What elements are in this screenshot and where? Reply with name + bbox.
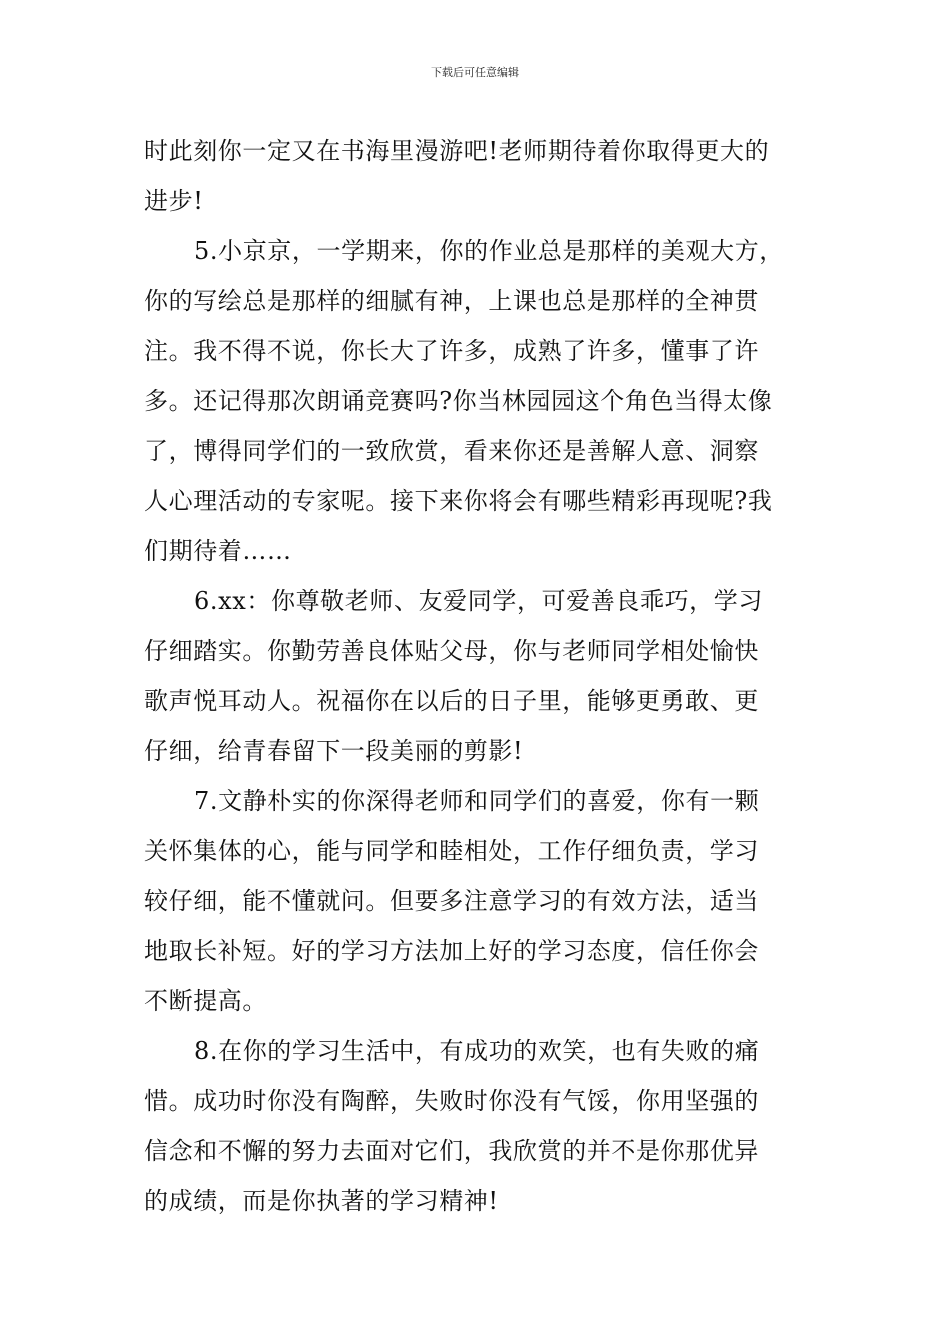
- paragraph-item-8: [144, 1026, 820, 1226]
- text-line: 了，博得同学们的一致欣赏，看来你还是善解人意、洞察: [144, 437, 759, 465]
- text-line: 人心理活动的专家呢。接下来你将会有哪些精彩再现呢?我: [144, 487, 773, 515]
- text-line: 们期待着……: [144, 537, 292, 565]
- text-line: 7.文静朴实的你深得老师和同学们的喜爱，你有一颗: [194, 787, 760, 815]
- text-line: 不断提高。: [144, 987, 267, 1015]
- text-line: 多。还记得那次朗诵竞赛吗?你当林园园这个角色当得太像: [144, 387, 773, 415]
- text-line: 信念和不懈的努力去面对它们，我欣赏的并不是你那优异: [144, 1137, 759, 1165]
- text-line: 歌声悦耳动人。祝福你在以后的日子里，能够更勇敢、更: [144, 687, 759, 715]
- text-line: 进步!: [144, 187, 204, 215]
- text-line: 仔细踏实。你勤劳善良体贴父母，你与老师同学相处愉快: [144, 637, 759, 665]
- paragraph-item-5: [144, 226, 820, 576]
- text-line: 较仔细，能不懂就问。但要多注意学习的有效方法，适当: [144, 887, 759, 915]
- text-line: 5.小京京，一学期来，你的作业总是那样的美观大方，: [194, 237, 784, 265]
- paragraph-item-7: [144, 776, 820, 1026]
- text-line: 地取长补短。好的学习方法加上好的学习态度，信任你会: [144, 937, 759, 965]
- document-body: [144, 126, 820, 1226]
- page-header: 下载后可任意编辑: [431, 66, 519, 79]
- paragraph-item-6: [144, 576, 820, 776]
- text-line: 的成绩，而是你执著的学习精神!: [144, 1187, 499, 1215]
- text-line: 关怀集体的心，能与同学和睦相处，工作仔细负责，学习: [144, 837, 759, 865]
- paragraph-intro: [144, 126, 820, 226]
- text-line: 仔细，给青春留下一段美丽的剪影!: [144, 737, 524, 765]
- text-line: 6.xx：你尊敬老师、友爱同学，可爱善良乖巧，学习: [194, 587, 763, 615]
- text-line: 你的写绘总是那样的细腻有神，上课也总是那样的全神贯: [144, 287, 759, 315]
- text-line: 8.在你的学习生活中，有成功的欢笑，也有失败的痛: [194, 1037, 760, 1065]
- text-line: 时此刻你一定又在书海里漫游吧!老师期待着你取得更大的: [144, 137, 770, 165]
- text-line: 注。我不得不说，你长大了许多，成熟了许多，懂事了许: [144, 337, 759, 365]
- text-line: 惜。成功时你没有陶醉，失败时你没有气馁，你用坚强的: [144, 1087, 759, 1115]
